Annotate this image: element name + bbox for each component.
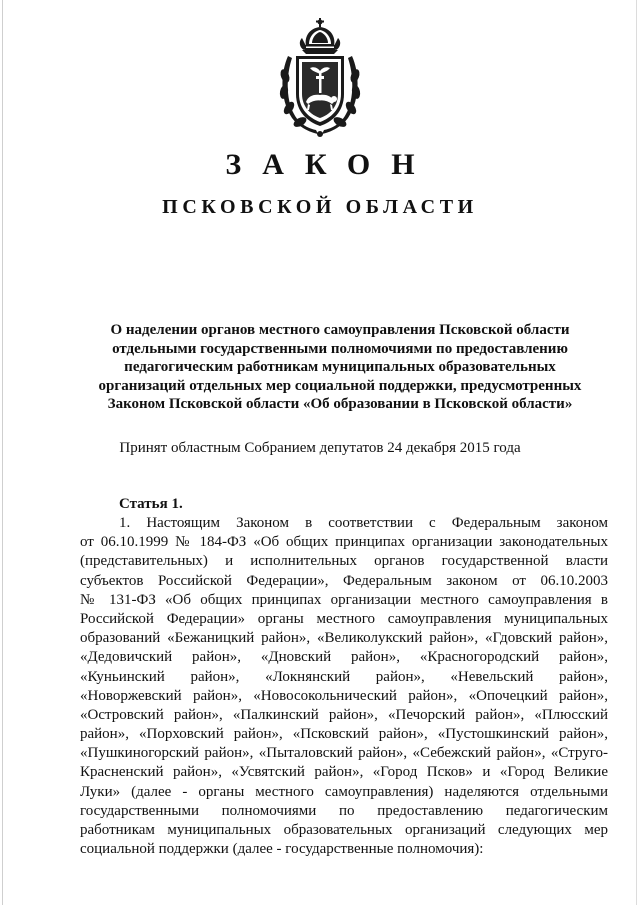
article-title: Статья 1. [119,496,183,512]
crown-icon [300,18,340,54]
body-line: работникам муниципальных образовательных организаций следующих мер [80,822,608,838]
body-line: «Пушкиногорский район», «Пыталовский район», «Себежский район», «Струго- [80,745,608,762]
body-line: 1. Настоящим Законом в соответствии с Федеральным законом [119,515,608,531]
body-line: Российской Федерации» органы местного самоуправления муниципальных [80,610,608,627]
subject-line: Законом Псковской области «Об образовании в Псковской области» [107,396,573,413]
subject-line: О наделении органов местного самоуправления Псковской области [110,322,570,338]
body-line: (представительных) и исполнительных органов государственной власти [80,553,608,570]
subject-line: педагогическим работникам муниципальных образовательных [124,359,556,376]
body-line: субъектов Российской Федерации», Федеральным законом от 06.10.2003 [80,572,608,589]
body-line: Красненский район», «Усвятский район», «Город Псков» и «Город Великие [80,764,608,781]
body-line: социальной поддержки (далее - государственные полномочия): [80,841,484,858]
body-line: государственными полномочиями по предоставлению педагогическим [80,802,608,819]
body-line: Луки» (далее - органы местного самоуправления) наделяются отдельными [80,783,608,800]
subject-line: отдельными государственными полномочиями по предоставлению [112,340,568,357]
body-line: от 06.10.1999 № 184-ФЗ «Об общих принципах организации законодательных [80,534,608,551]
document-region: ПСКОВСКОЙ ОБЛАСТИ [162,196,478,218]
pskov-region-coat-of-arms-icon [276,16,364,138]
document-title: ЗАКОН [225,148,436,181]
body-line: № 131-ФЗ «Об общих принципах организации местного самоуправления в [80,591,608,608]
body-line: район», «Порховский район», «Псковский район», «Пустошкинский район», [80,726,608,743]
law-subject [80,321,600,414]
article-body [80,514,608,859]
body-line: «Дедовичский район», «Дновский район», «Красногородский район», [80,649,608,666]
body-line: «Островский район», «Палкинский район», «Печорский район», «Плюсский [80,706,608,723]
subject-line: организаций отдельных мер социальной поддержки, предусмотренных [98,377,582,394]
adoption-note: Принят областным Собранием депутатов 24 декабря 2015 года [119,440,521,456]
body-line: образований «Бежаницкий район», «Великолукский район», «Гдовский район», [80,630,608,647]
body-line: «Куньинский район», «Локнянский район», «Невельский район», [80,668,608,685]
body-line: «Новоржевский район», «Новосокольнический район», «Опочецкий район», [80,687,608,704]
